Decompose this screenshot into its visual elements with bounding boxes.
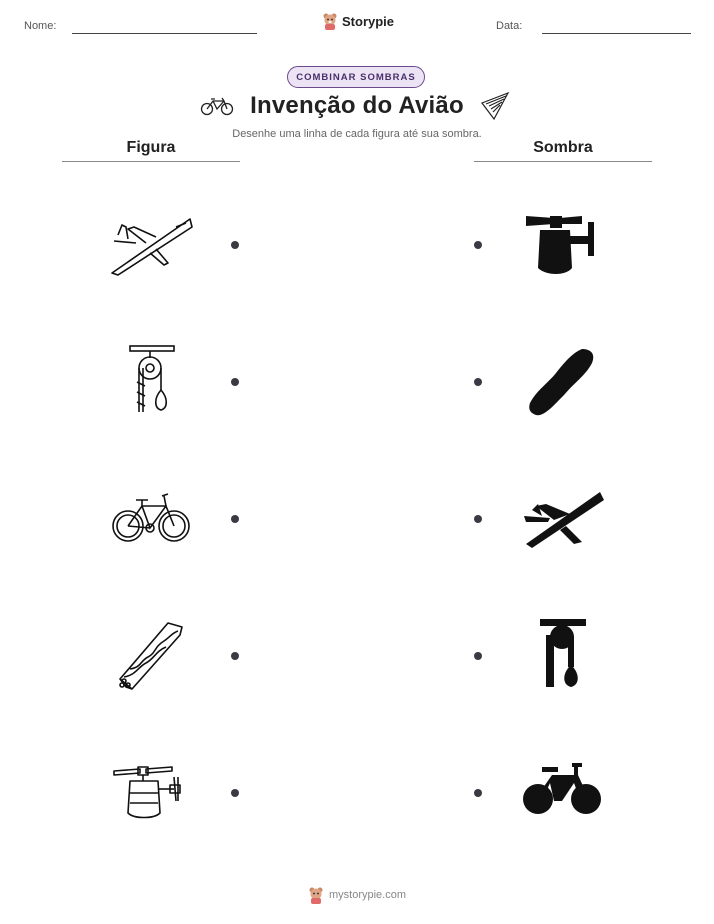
date-line[interactable] xyxy=(542,33,691,34)
bicycle-icon xyxy=(108,482,198,562)
name-line[interactable] xyxy=(72,33,257,34)
brand-name: Storypie xyxy=(342,13,395,29)
instructions: Desenhe uma linha de cada figura até sua sombra. xyxy=(232,128,482,140)
bicycle-shadow-icon xyxy=(518,755,608,835)
figure-2-dot[interactable] xyxy=(231,378,239,386)
bear-mascot-icon xyxy=(322,12,338,30)
pulley-icon xyxy=(110,342,200,422)
figure-column-heading: Figura xyxy=(126,139,176,156)
propeller-engine-icon xyxy=(110,755,200,835)
footer xyxy=(0,886,714,904)
name-label: Nome: xyxy=(24,20,57,32)
bear-mascot-icon xyxy=(308,886,324,904)
date-label: Data: xyxy=(496,20,523,32)
activity-badge: COMBINAR SOMBRAS xyxy=(287,66,425,88)
shadow-3-dot[interactable] xyxy=(474,515,482,523)
twisted-rope-shadow-icon xyxy=(520,343,610,423)
propeller-engine-shadow-icon xyxy=(520,208,610,288)
figure-1-dot[interactable] xyxy=(231,241,239,249)
shadow-column-underline xyxy=(474,161,652,162)
page-title: Invenção do Avião xyxy=(250,92,464,119)
shadow-column-heading: Sombra xyxy=(533,139,593,156)
figure-column-underline xyxy=(62,161,240,162)
brand-logo xyxy=(322,12,394,30)
shadow-2-dot[interactable] xyxy=(474,378,482,386)
figure-3-dot[interactable] xyxy=(231,515,239,523)
twisted-rope-icon xyxy=(108,617,198,697)
shadow-5-dot[interactable] xyxy=(474,789,482,797)
airplane-shadow-icon xyxy=(518,480,608,560)
pulley-shadow-icon xyxy=(518,615,608,695)
shadow-4-dot[interactable] xyxy=(474,652,482,660)
footer-url[interactable]: mystorypie.com xyxy=(328,889,407,901)
figure-4-dot[interactable] xyxy=(231,652,239,660)
shadow-1-dot[interactable] xyxy=(474,241,482,249)
glider-airplane-icon xyxy=(106,205,196,285)
figure-5-dot[interactable] xyxy=(231,789,239,797)
